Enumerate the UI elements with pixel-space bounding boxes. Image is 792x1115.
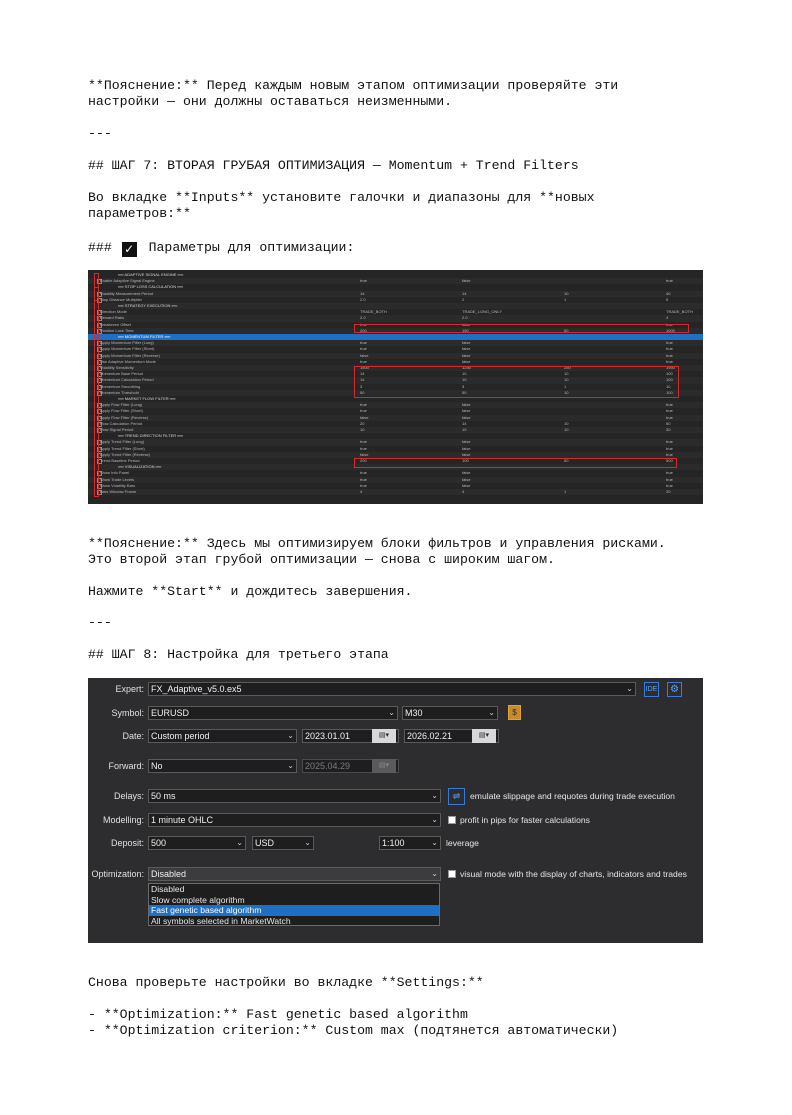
param-step: 250 (564, 365, 571, 370)
param-name: Volatility Sensitivity (100, 365, 134, 370)
leverage-value: 1:100 (382, 838, 405, 848)
param-value: 1500 (360, 365, 369, 370)
param-value: true (360, 402, 367, 408)
param-start: false (462, 321, 471, 327)
chevron-down-icon: ⌄ (287, 761, 294, 770)
separator: --- (88, 126, 112, 141)
explanation2-line-1: **Пояснение:** Здесь мы оптимизируем блоки фильтров и управления рисками. (88, 536, 666, 551)
param-name: Reward Ratio (100, 315, 125, 321)
symbol-label: Symbol: (111, 708, 144, 718)
date-mode-select[interactable] (148, 729, 297, 743)
param-start: 4 (462, 489, 465, 494)
param-start: 10 (462, 427, 467, 432)
ide-button[interactable]: IDE (644, 682, 659, 697)
param-name: Trend Baseline Period (100, 458, 140, 463)
param-value: 200 (360, 458, 367, 463)
redbox-trend-baseline (354, 458, 677, 468)
param-value: 14 (360, 371, 365, 377)
param-name: Apply Trend Filter (Reverse) (100, 451, 151, 457)
param-stop: 5 (666, 296, 669, 302)
params-heading-text: Параметры для оптимизации: (148, 240, 355, 255)
param-start: false (462, 346, 471, 352)
param-start: 10 (462, 377, 467, 383)
leverage-label: leverage (446, 838, 479, 848)
param-stop: 100 (666, 389, 673, 395)
param-name: Apply Flow Filter (Short) (100, 408, 143, 414)
param-name: Bars Window Frame (100, 489, 137, 494)
deposit-label: Deposit: (110, 838, 144, 848)
forward-value: No (151, 761, 163, 771)
param-step: 1 (564, 489, 567, 494)
param-start: 1250 (462, 365, 471, 370)
explanation2-line-2: Это второй этап грубой оптимизации — снова с широким шагом. (88, 552, 555, 567)
checkbox-icon: ✓ (122, 242, 137, 257)
param-name: Breakeven Offset (100, 321, 131, 327)
chevron-down-icon: ⌄ (304, 838, 311, 847)
leverage-select[interactable] (379, 836, 441, 850)
currency-value: USD (255, 838, 275, 848)
delays-note: emulate slippage and requotes during trade execution (470, 791, 675, 801)
date-to-value: 2026.02.21 (407, 731, 453, 741)
optimization-dropdown-list (148, 883, 440, 926)
param-start: false (462, 451, 471, 457)
param-value: true (360, 476, 367, 482)
param-stop: 50 (666, 420, 671, 426)
param-name: ══ MOMENTUM FILTER ══ (118, 334, 171, 339)
param-stop: true (666, 414, 673, 420)
step7-heading: ## ШАГ 7: ВТОРАЯ ГРУБАЯ ОПТИМИЗАЦИЯ — Momentum + Trend Filters (88, 158, 579, 173)
param-name: ══ MARKET FLOW FILTER ══ (118, 396, 176, 401)
inputs-instruction-line-2: параметров:** (88, 206, 191, 221)
param-step: 10 (564, 427, 569, 432)
param-step: 10 (564, 371, 569, 377)
param-name: Position Lock Time (100, 327, 134, 333)
param-stop: true (666, 358, 673, 364)
chevron-down-icon: ⌄ (431, 791, 438, 800)
dollar-icon[interactable]: $ (508, 705, 521, 720)
param-start: 14 (462, 420, 467, 426)
inputs-instruction-line-1: Во вкладке **Inputs** установите галочки и диапазоны для **новых (88, 190, 595, 205)
param-start: 3 (462, 383, 465, 389)
param-value: true (360, 346, 367, 352)
calendar-icon[interactable]: ▤▾ (372, 729, 396, 743)
date-mode-value: Custom period (151, 731, 210, 741)
forward-select[interactable] (148, 759, 297, 773)
forward-label: Forward: (108, 761, 144, 771)
param-value: true (360, 482, 367, 488)
optimization-label: Optimization: (91, 869, 144, 879)
chevron-down-icon: ⌄ (626, 684, 633, 693)
optimization-option-selected[interactable]: Fast genetic based algorithm (149, 905, 439, 916)
currency-select[interactable] (252, 836, 314, 850)
param-name: Apply Trend Filter (Long) (100, 439, 145, 445)
param-value: 14 (360, 290, 365, 296)
date-from-value: 2023.01.01 (305, 731, 351, 741)
param-value: true (360, 340, 367, 346)
chevron-down-icon: ⌄ (287, 731, 294, 740)
symbol-value: EURUSD (151, 708, 190, 718)
param-step: 1 (564, 383, 567, 389)
chevron-down-icon: ⌄ (388, 708, 395, 717)
param-stop: true (666, 340, 673, 346)
param-value: true (360, 445, 367, 451)
separator: --- (88, 615, 112, 630)
param-start: 50 (462, 389, 467, 395)
param-stop: TRADE_BOTH (666, 309, 693, 315)
param-stop: true (666, 402, 673, 408)
expert-select[interactable] (148, 682, 636, 696)
optimization-value: Disabled (151, 869, 187, 879)
param-name: ══ STOP LOSS CALCULATION ══ (118, 284, 183, 290)
start-instruction: Нажмите **Start** и дождитесь завершения. (88, 584, 413, 599)
param-stop: 100 (666, 377, 673, 383)
param-stop: true (666, 451, 673, 457)
bullet-criterion: - **Optimization criterion:** Custom max (подтянется автоматически) (88, 1023, 619, 1038)
calendar-icon: ▤▾ (372, 759, 396, 773)
redbox-momentum (354, 366, 679, 398)
param-value: 10 (360, 427, 365, 432)
param-step: 50 (564, 327, 569, 333)
params-heading (88, 240, 354, 257)
chevron-down-icon: ⌄ (488, 708, 495, 717)
param-value: 50 (360, 389, 365, 395)
param-value: true (360, 470, 367, 476)
param-name: Use Adaptive Momentum Mode (100, 358, 156, 364)
param-stop: 40 (666, 290, 671, 296)
timeframe-select[interactable] (402, 706, 498, 720)
timeframe-value: M30 (405, 708, 423, 718)
optimization-option[interactable]: All symbols selected in MarketWatch (151, 915, 291, 926)
inputs-screenshot (88, 270, 703, 504)
param-value: 3 (360, 383, 363, 389)
param-stop: 1950 (666, 365, 675, 370)
param-step: 50 (564, 458, 569, 463)
step8-heading: ## ШАГ 8: Настройка для третьего этапа (88, 647, 389, 662)
param-name: Show Info Panel (100, 470, 130, 476)
calendar-icon[interactable]: ▤▾ (472, 729, 496, 743)
param-value: 14 (360, 377, 365, 383)
param-name: Direction Mode (100, 309, 127, 315)
expert-value: FX_Adaptive_v5.0.ex5 (151, 684, 242, 694)
modelling-label: Modelling: (102, 815, 144, 825)
pips-checkbox[interactable] (448, 816, 456, 824)
chevron-down-icon: ⌄ (236, 838, 243, 847)
param-stop: true (666, 408, 673, 414)
param-name: Apply Trend Filter (Short) (100, 445, 145, 451)
param-step: 10 (564, 290, 569, 296)
param-value: true (360, 321, 367, 327)
chevron-down-icon: ⌄ (431, 869, 438, 878)
tester-settings-screenshot (88, 678, 703, 943)
param-value: 200 (360, 327, 367, 333)
modelling-select[interactable] (148, 813, 441, 827)
deposit-value: 500 (151, 838, 167, 848)
delays-select[interactable] (148, 789, 441, 803)
param-value: false (360, 352, 369, 358)
param-value: 4 (360, 489, 363, 494)
param-start: false (462, 408, 471, 414)
expert-label: Expert: (115, 684, 144, 694)
param-start: 10 (462, 371, 467, 377)
param-start: false (462, 414, 471, 420)
param-value: true (360, 278, 367, 284)
param-name: Apply Flow Filter (Reverse) (100, 414, 149, 420)
param-stop: true (666, 278, 673, 284)
optimization-option[interactable]: Slow complete algorithm (151, 894, 245, 905)
optimization-select[interactable] (148, 867, 441, 881)
param-stop: 10 (666, 383, 671, 389)
param-stop: 1000 (666, 327, 675, 333)
chevron-down-icon: ⌄ (431, 838, 438, 847)
param-stop: 30 (666, 427, 671, 432)
param-name: Apply Momentum Filter (Short) (100, 346, 155, 352)
visual-mode-note: visual mode with the display of charts, indicators and trades (460, 869, 687, 879)
param-step: 10 (564, 420, 569, 426)
param-stop: true (666, 346, 673, 352)
param-stop: 500 (666, 458, 673, 463)
param-stop: true (666, 321, 673, 327)
param-name: Apply Momentum Filter (Reverse) (100, 352, 160, 358)
param-step: 10 (564, 377, 569, 383)
param-name: ══ ADAPTIVE SIGNAL ENGINE ══ (118, 272, 184, 277)
param-start: false (462, 439, 471, 445)
param-name: ══ VISUALIZATION ══ (118, 464, 162, 470)
param-name: Momentum Smoothing (100, 383, 141, 389)
param-name: Momentum Base Period (100, 371, 143, 377)
redbox-left-column (94, 273, 99, 497)
param-stop: true (666, 352, 673, 358)
param-name: Momentum Threshold (100, 389, 139, 395)
param-step: 10 (564, 389, 569, 395)
param-start: false (462, 278, 471, 284)
param-value: 2.0 (360, 296, 366, 302)
param-start: false (462, 402, 471, 408)
param-stop: 20 (666, 489, 671, 494)
param-start: false (462, 445, 471, 451)
param-name: Flow Calculation Period (100, 420, 143, 426)
param-name: Show Trade Levels (100, 476, 135, 482)
param-stop: true (666, 482, 673, 488)
redbox-position-lock (354, 321, 689, 333)
param-stop: true (666, 439, 673, 445)
param-value: 2.0 (360, 315, 366, 321)
explanation-line-2: настройки — они должны оставаться неизменными. (88, 94, 453, 109)
param-value: false (360, 414, 369, 420)
heading-marker: ### (88, 240, 112, 255)
param-name: ══ STRATEGY EXECUTION ══ (118, 303, 178, 308)
date-label: Date: (122, 731, 144, 741)
delays-value: 50 ms (151, 791, 176, 801)
param-start: false (462, 476, 471, 482)
param-start: false (462, 358, 471, 364)
param-name: Flow Signal Period (100, 427, 134, 432)
param-start: 14 (462, 290, 467, 296)
param-name: Enable Adaptive Signal Engine (100, 278, 155, 284)
param-name: ══ TREND DIRECTION FILTER ══ (118, 433, 183, 439)
param-stop: true (666, 476, 673, 482)
gear-icon[interactable]: ⚙ (667, 682, 682, 697)
explanation-line-1: **Пояснение:** Перед каждым новым этапом оптимизации проверяйте эти (88, 78, 619, 93)
optimization-option[interactable]: Disabled (151, 884, 185, 894)
param-start: 2.0 (462, 315, 468, 321)
param-start: false (462, 482, 471, 488)
param-name: Apply Flow Filter (Long) (100, 402, 143, 408)
param-start: false (462, 340, 471, 346)
param-start: 150 (462, 327, 469, 333)
deposit-select[interactable] (148, 836, 246, 850)
forward-date-value: 2025.04.29 (305, 761, 351, 771)
param-stop: 100 (666, 371, 673, 377)
param-start: 2 (462, 296, 465, 302)
param-name: Apply Momentum Filter (Long) (100, 340, 154, 346)
visual-mode-checkbox[interactable] (448, 870, 456, 878)
modelling-value: 1 minute OHLC (151, 815, 214, 825)
param-step: 1 (564, 296, 567, 302)
param-name: Show Volatility Bars (100, 482, 136, 488)
delays-label: Delays: (113, 791, 144, 801)
param-value: TRADE_BOTH (360, 309, 387, 315)
inputs-row[interactable] (88, 489, 703, 495)
param-value: true (360, 439, 367, 445)
param-start: false (462, 352, 471, 358)
param-name: Volatility Measurement Period (100, 290, 153, 296)
param-value: true (360, 358, 367, 364)
sliders-icon[interactable]: ⇌ (448, 788, 465, 805)
param-stop: true (666, 470, 673, 476)
param-value: 20 (360, 420, 365, 426)
chevron-down-icon: ⌄ (431, 815, 438, 824)
param-stop: 4 (666, 315, 669, 321)
pips-note: profit in pips for faster calculations (460, 815, 590, 825)
bullet-optimization: - **Optimization:** Fast genetic based algorithm (88, 1007, 468, 1022)
symbol-select[interactable] (148, 706, 398, 720)
param-start: TRADE_LONG_ONLY (462, 309, 502, 315)
param-value: true (360, 408, 367, 414)
param-start: false (462, 470, 471, 476)
settings-check-instruction: Снова проверьте настройки во вкладке **Settings:** (88, 975, 484, 990)
param-start: 100 (462, 458, 469, 463)
param-value: false (360, 451, 369, 457)
param-name: Momentum Calculation Period (100, 377, 154, 383)
param-name: Stop Distance Multiplier (100, 296, 143, 302)
param-stop: true (666, 445, 673, 451)
